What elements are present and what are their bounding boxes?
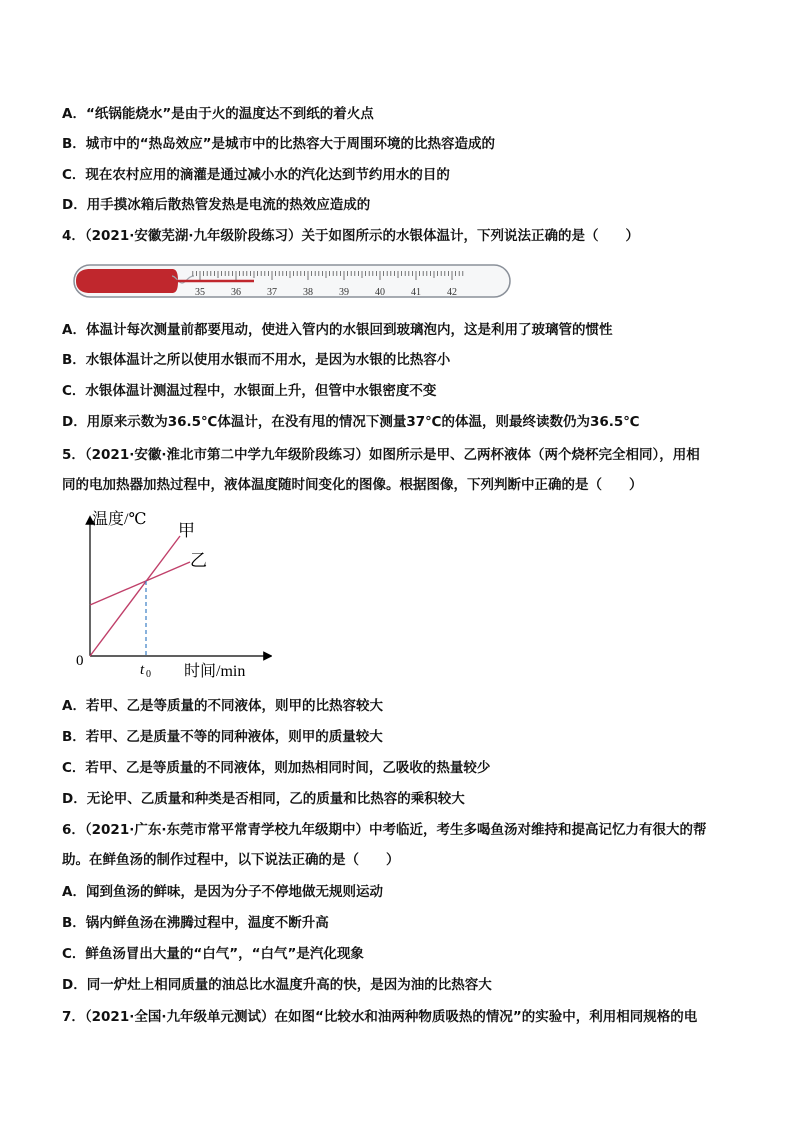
line-8: D．用原来示数为36.5℃体温计，在没有甩的情况下测量37℃的体温，则最终读数仍为36.5℃ [62, 414, 640, 430]
line-20: D．同一炉灶上相同质量的油总比水温度升高的快，是因为油的比热容大 [62, 977, 492, 993]
x-axis-label: 时间/min [184, 663, 246, 678]
question-7-stem: 7．（2021·全国·九年级单元测试）在如图“比较水和油两种物质吸热的情况”的实验中，利用相同规格的电 [62, 1009, 698, 1025]
question-4-stem: 4．（2021·安徽芜湖·九年级阶段练习）关于如图所示的水银体温计，下列说法正确的是（ ） [62, 228, 639, 244]
series-yi-label: 乙 [190, 551, 207, 570]
scale-label-40: 40 [375, 287, 385, 298]
line-19: C．鲜鱼汤冒出大量的“白气”，“白气”是汽化现象 [62, 946, 364, 962]
line-0: A．“纸锅能烧水”是由于火的温度达不到纸的着火点 [62, 106, 374, 122]
scale-label-39: 39 [339, 287, 349, 298]
thermometer-bulb [76, 269, 178, 293]
series-jia-label: 甲 [178, 521, 195, 540]
series-jia-line [90, 536, 180, 656]
thermometer-figure [72, 262, 512, 302]
line-7: C．水银体温计测温过程中，水银面上升，但管中水银密度不变 [62, 383, 437, 399]
line-1: B．城市中的“热岛效应”是城市中的比热容大于周围环境的比热容造成的 [62, 136, 496, 152]
scale-label-36: 36 [231, 287, 241, 298]
line-2: C．现在农村应用的滴灌是通过减小水的汽化达到节约用水的目的 [62, 167, 450, 183]
t0-subscript: 0 [146, 669, 151, 678]
line-6: B．水银体温计之所以使用水银而不用水，是因为水银的比热容小 [62, 352, 451, 368]
origin-label: 0 [76, 653, 84, 669]
line-11: A．若甲、乙是等质量的不同液体，则甲的比热容较大 [62, 698, 383, 714]
series-yi-line [90, 562, 190, 605]
y-axis-label: 温度/℃ [92, 511, 147, 528]
scale-label-37: 37 [267, 287, 277, 298]
scale-label-41: 41 [411, 287, 421, 298]
question-5-stem-2: 同的电加热器加热过程中，液体温度随时间变化的图像。根据图像，下列判断中正确的是（ ） [62, 477, 643, 493]
line-18: B．锅内鲜鱼汤在沸腾过程中，温度不断升高 [62, 915, 329, 931]
question-6-stem-1: 6．（2021·广东·东莞市常平常青学校九年级期中）中考临近，考生多喝鱼汤对维持和提高记忆力有很大的帮 [62, 822, 707, 838]
t0-label: t [140, 662, 145, 678]
question-5-stem-1: 5．（2021·安徽·淮北市第二中学九年级阶段练习）如图所示是甲、乙两杯液体（两个烧杯完全相同），用相 [62, 447, 700, 463]
line-12: B．若甲、乙是质量不等的同种液体，则甲的质量较大 [62, 729, 383, 745]
line-3: D．用手摸冰箱后散热管发热是电流的热效应造成的 [62, 197, 371, 213]
line-5: A．体温计每次测量前都要甩动，使进入管内的水银回到玻璃泡内，这是利用了玻璃管的惯性 [62, 322, 613, 338]
line-13: C．若甲、乙是等质量的不同液体，则加热相同时间，乙吸收的热量较少 [62, 760, 491, 776]
scale-label-35: 35 [195, 287, 205, 298]
question-6-stem-2: 助。在鲜鱼汤的制作过程中，以下说法正确的是（ ） [62, 852, 400, 868]
line-14: D．无论甲、乙质量和种类是否相同，乙的质量和比热容的乘积较大 [62, 791, 465, 807]
line-17: A．闻到鱼汤的鲜味，是因为分子不停地做无规则运动 [62, 884, 383, 900]
scale-label-38: 38 [303, 287, 313, 298]
scale-label-42: 42 [447, 287, 457, 298]
temperature-time-graph [72, 508, 272, 678]
